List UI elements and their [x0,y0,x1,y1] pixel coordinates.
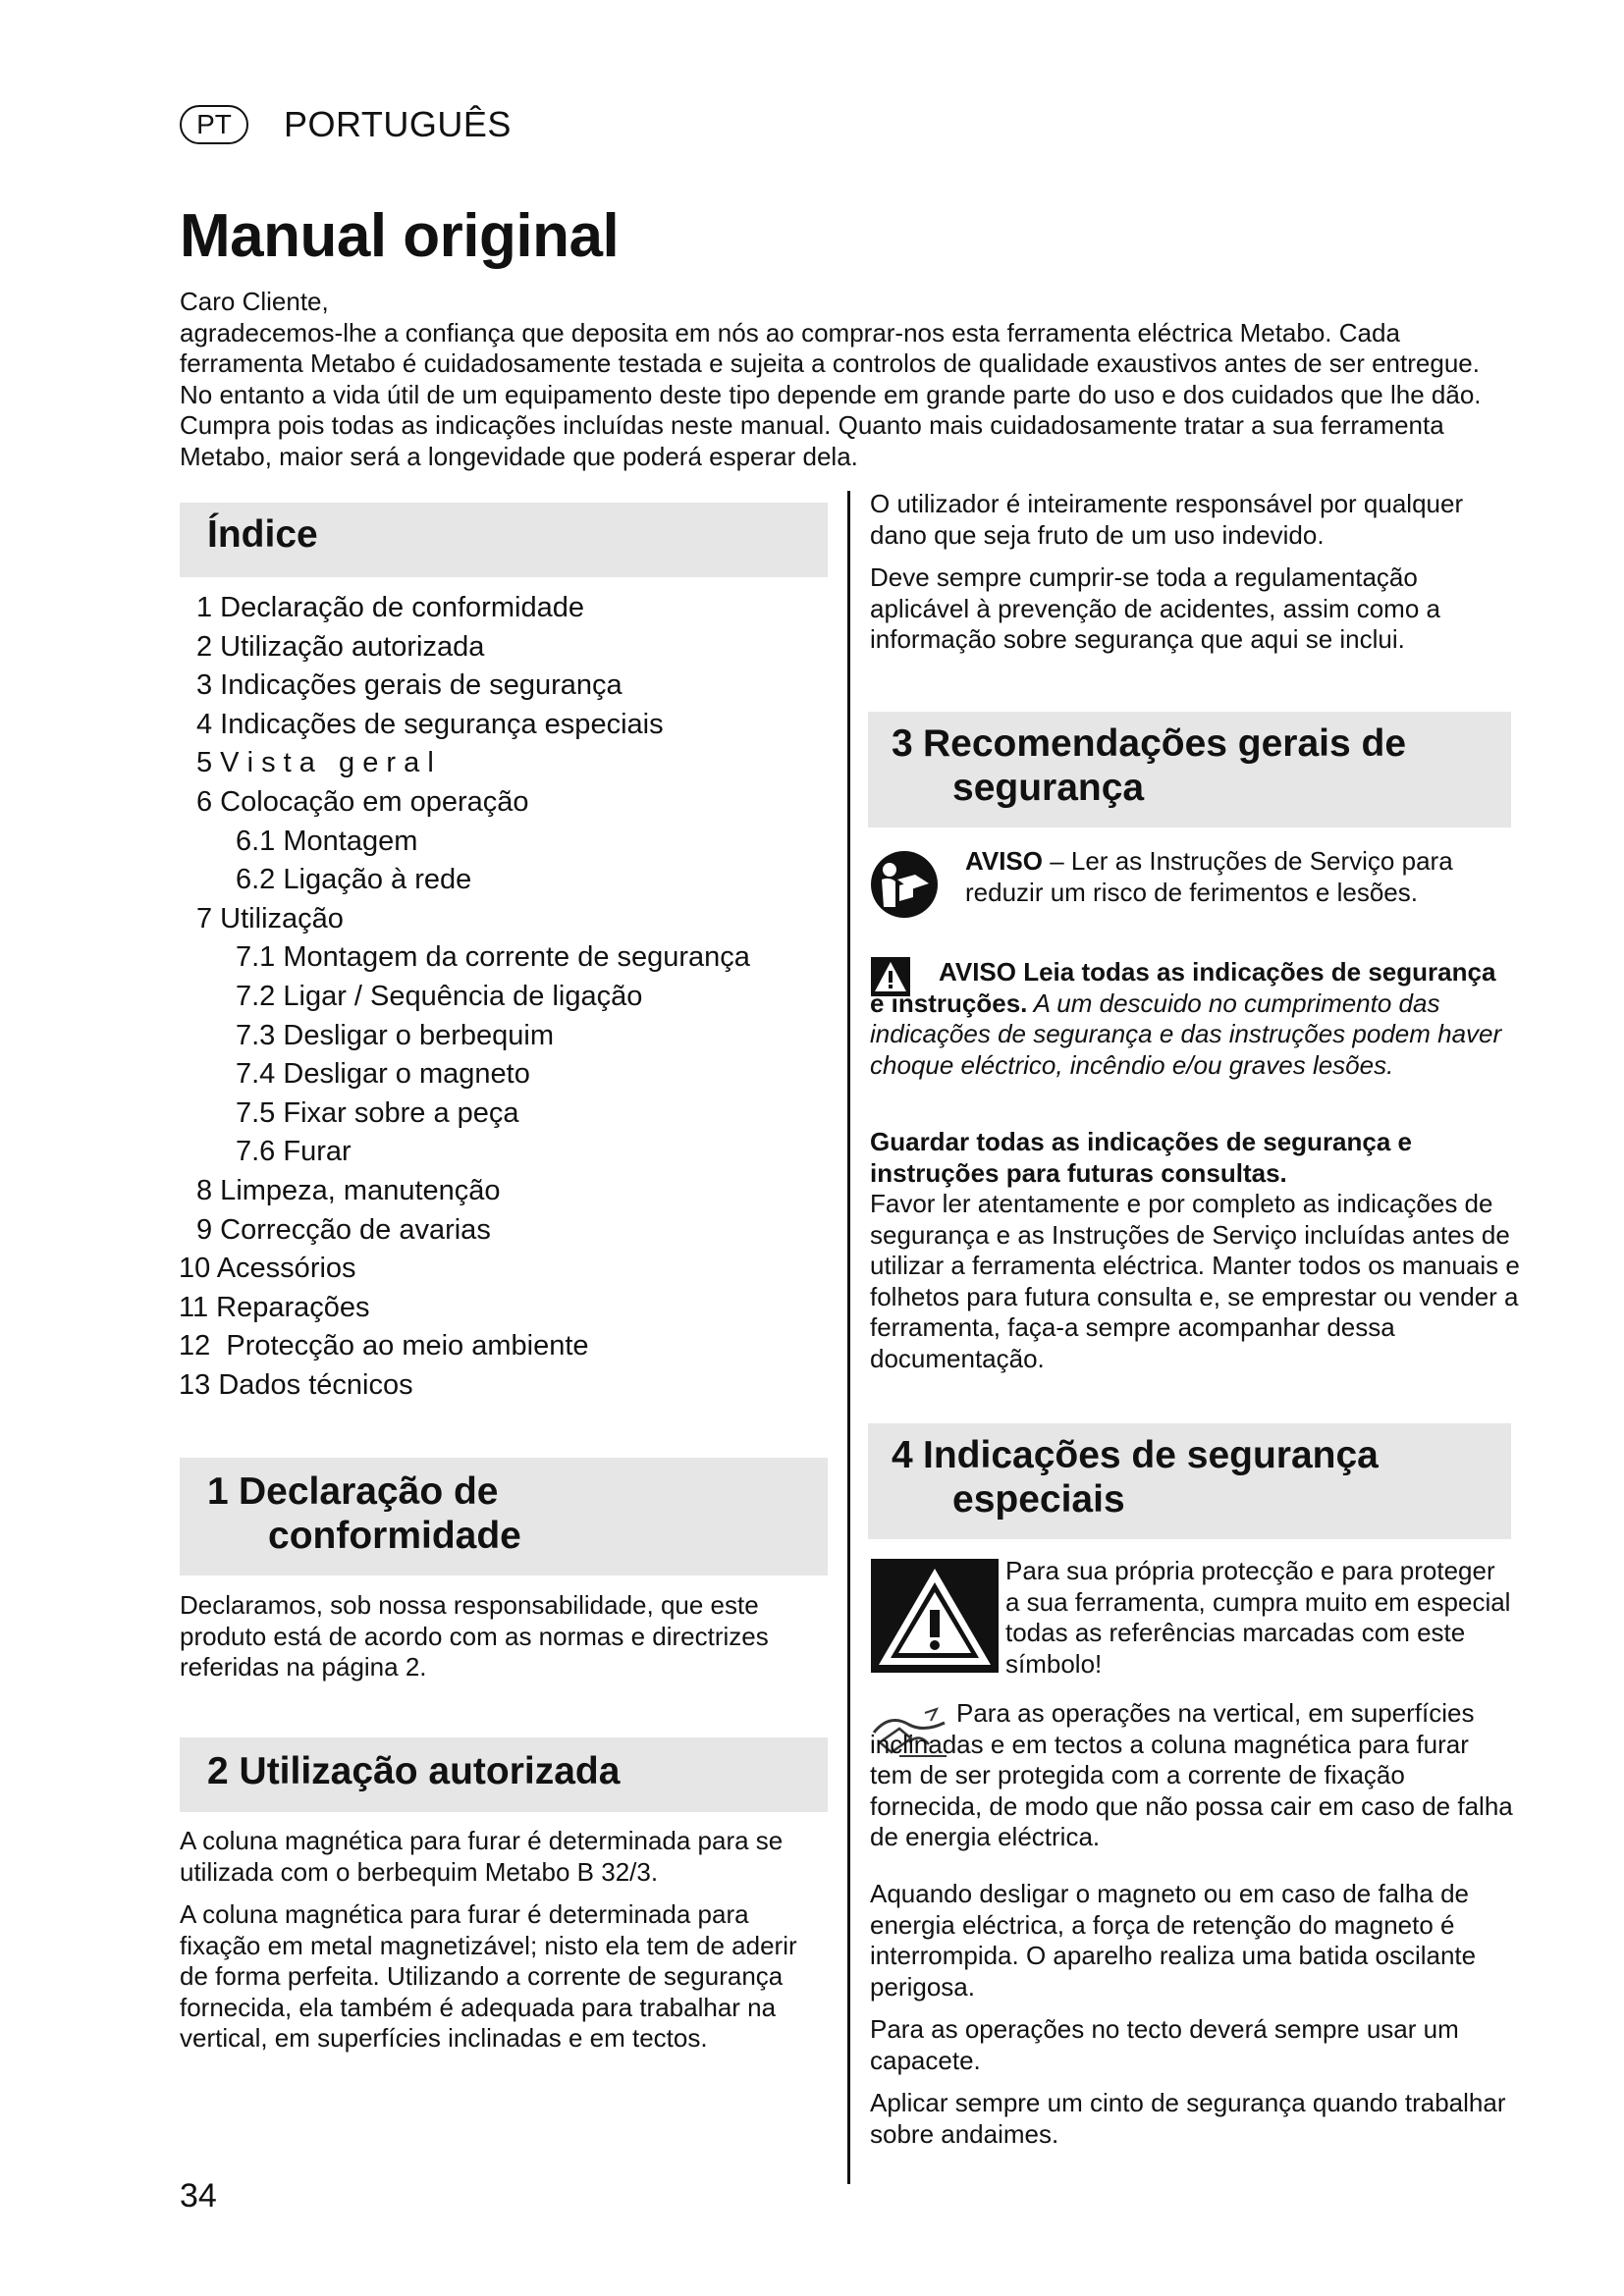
section1-body [180,1590,808,1695]
warn-symbol-text [1005,1556,1516,1691]
section1-number: 1 [207,1470,229,1513]
magnet-text: Aquando desligar o magneto ou em caso de falha de energia eléctrica, a força de retenção do magneto é interrompida. O aparelho realiza uma batida oscilante perigosa. [870,1879,1477,2002]
aviso2-italic: A um descuido no cumprimento das indicações de segurança e das instruções podem haver choque eléctrico, incêndio e/ou graves lesões. [870,988,1502,1080]
section1-heading-line2: conformidade [268,1515,521,1557]
toc-item[interactable]: 2 Utilização autorizada [196,630,485,663]
toc-item[interactable]: 10 Acessórios [179,1253,356,1285]
toc-item[interactable]: 9 Correcção de avarias [196,1213,491,1246]
language-label: PORTUGUÊS [284,104,512,144]
section2-body [180,1826,823,2066]
toc-item[interactable]: 1 Declaração de conformidade [196,592,584,623]
section4-more [870,1879,1513,2162]
section4-heading-box [868,1423,1511,1539]
page-number: 34 [180,2177,217,2215]
toc-item[interactable]: 7 Utilização [196,902,344,934]
language-header [180,103,512,146]
section3-heading-line1: Recomendações gerais de [923,722,1407,765]
belt-text: Aplicar sempre um cinto de segurança quando trabalhar sobre andaimes. [870,2088,1506,2149]
aviso2-bold: AVISO Leia todas as indicações de segurança e instruções. [870,957,1496,1018]
keep-instructions-block [870,1127,1520,1386]
section1-heading-line1: Declaração de [239,1470,499,1513]
aviso2-block [870,957,1513,1093]
chain-text: Para as operações na vertical, em superfícies inclinadas e em tectos a coluna magnética para furar tem de ser protegida com a corrente de fixação fornecida, de modo que não possa cair em caso de falha de energia eléctrica. [870,1698,1513,1851]
intro-greeting: Caro Cliente, [180,287,329,316]
toc-item[interactable]: 7.1 Montagem da corrente de segurança [236,941,750,974]
chain-text-block [870,1698,1518,1865]
toc-item[interactable]: 7.2 Ligar / Sequência de ligação [236,980,643,1012]
aviso-read-text [965,846,1515,908]
section2-para1: A coluna magnética para furar é determinada para se utilizada com o berbequim Metabo B 32/3. [180,1826,784,1887]
column-divider [847,491,850,2184]
intro-body: agradecemos-lhe a confiança que deposita em nós ao comprar-nos esta ferramenta eléctrica Metabo. Cada ferramenta Metabo é cuidadosamente testada e sujeita a controlos de qualidade exaustivos antes de ser entregue. No entanto a vida útil de um equipamento deste tipo depende em grande parte do uso e dos cuidados que lhe dão. Cumpra pois todas as indicações incluídas neste manual. Quanto mais cuidadosamente tratar a sua ferramenta Metabo, maior será a longevidade que poderá esperar dela. [180,317,1482,471]
section3-heading-box [868,712,1511,828]
toc-item[interactable]: 7.3 Desligar o berbequim [236,1019,555,1051]
toc-item[interactable]: 8 Limpeza, manutenção [196,1174,501,1206]
right-intro-para1: O utilizador é inteiramente responsável por qualquer dano que seja fruto de um uso indevido. [870,489,1464,550]
section2-para2: A coluna magnética para furar é determinada para fixação em metal magnetizável; nisto ela tem de aderir de forma perfeita. Utilizando a corrente de segurança fornecida, ela também é adequada para trabalhar na vertical, em superfícies inclinadas e em tectos. [180,1899,797,2053]
section4-heading-line1: Indicações de segurança [923,1434,1379,1476]
read-manual-icon [870,850,939,924]
toc-item[interactable]: 4 Indicações de segurança especiais [196,708,664,740]
section1-text: Declaramos, sob nossa responsabilidade, que este produto está de acordo com as normas e directrizes referidas na página 2. [180,1590,769,1682]
toc-item[interactable]: 6.2 Ligação à rede [236,864,472,896]
toc-item[interactable]: 6.1 Montagem [236,825,418,857]
aviso-text: – Ler as Instruções de Serviço para reduzir um risco de ferimentos e lesões. [965,846,1453,907]
toc-heading-box [180,503,828,577]
right-intro [870,489,1518,667]
toc-item[interactable]: 13 Dados técnicos [179,1368,413,1401]
section1-heading-box [180,1458,828,1575]
right-intro-para2: Deve sempre cumprir-se toda a regulamentação aplicável à prevenção de acidentes, assim como a informação sobre segurança que aqui se inclui. [870,562,1440,654]
table-of-contents [179,589,750,1405]
toc-item[interactable]: 7.6 Furar [236,1136,352,1168]
language-badge: PT [180,105,248,144]
toc-item[interactable]: 6 Colocação em operação [196,785,529,818]
page-title: Manual original [180,202,620,270]
section3-heading-line2: segurança [952,767,1145,809]
section4-number: 4 [892,1434,913,1476]
aviso-label: AVISO [965,846,1043,876]
helmet-text: Para as operações no tecto deverá sempre usar um capacete. [870,2014,1459,2075]
keep-text: Favor ler atentamente e por completo as indicações de segurança e as Instruções de Serviço incluídas antes de utilizar a ferramenta eléctrica. Manter todos os manuais e folhetos para futura consulta e, se emprestar ou vender a ferramenta, faça-a sempre acompanhar dessa documentação. [870,1189,1520,1373]
keep-bold: Guardar todas as indicações de segurança e instruções para futuras consultas. [870,1127,1413,1188]
intro-text [180,287,1500,472]
section2-heading-box [180,1737,828,1812]
toc-item[interactable]: 5 V i s t a g e r a l [196,747,434,779]
toc-item[interactable]: 7.5 Fixar sobre a peça [236,1096,519,1129]
section3-number: 3 [892,722,913,765]
toc-item[interactable]: 7.4 Desligar o magneto [236,1058,530,1091]
warn-text: Para sua própria protecção e para proteger a sua ferramenta, cumpra muito em especial todas as referências marcadas com este símbolo! [1005,1556,1511,1679]
toc-item[interactable]: 12 Protecção ao meio ambiente [179,1330,589,1362]
section4-heading-line2: especiais [952,1478,1125,1521]
section2-heading: 2 Utilização autorizada [207,1750,621,1792]
toc-item[interactable]: 3 Indicações gerais de segurança [196,669,623,702]
warning-triangle-icon [871,1559,999,1678]
toc-item[interactable]: 11 Reparações [179,1291,370,1323]
toc-heading: Índice [207,513,318,556]
